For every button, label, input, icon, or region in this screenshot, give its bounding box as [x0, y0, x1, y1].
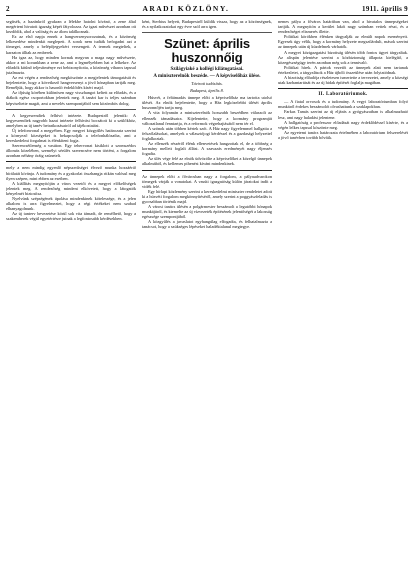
paragraph: Húsvét, a feltámadás ünnepe előtt a képviselőház ma tartotta utolsó ülését. Az elnök bejelentette, hogy a Ház legközelebbi ülését április huszonnőjén tartja meg. [142, 95, 272, 111]
paragraph: Ez az első napja ennek a hangversenysorozatnak, és a közönség lelkesedése mindenkit meglepett. A sorok nem tudták befogadni azt a tömeget, amely a belépőjegyekért versengett. A termek megteltek, a karzaton álltak az emberek. [6, 34, 136, 55]
news-note: Új telefonvonal a megyében. Egy megyei közgyűlés határozata szerint a környező községeket is bekapcsolják a telefonhálózatba, ami a kereskedelmi forgalmat is élénkíteni fogja. [6, 127, 136, 144]
paragraph: Az egyetemi tanács határozata értelmében a laboratórium felszerelését a jövő tanévben tovább bővítik. [278, 129, 408, 140]
article-source: Távirati tudósítás. [191, 81, 223, 87]
news-note: Szerencsétlenség a vasúton. Egy tehervonat kisiklott a szomszédos állomás közelében, személyi sérülés szerencsére nem történt, a forgalom azonban néhány óráig szünetelt. [6, 143, 136, 159]
paragraph: Ha igaz az, hogy minden kornak megvan a maga nagy művészete, akkor a mi korunkban a zene az, ami a legmélyebben hat a lelkekre. Az előadók kitűnő teljesítménye ezt bebizonyította, a közönség viharos tapssal jutalmazta. [6, 54, 136, 75]
paragraph: A hallgatóság a professzor előadását nagy érdeklődéssel kísérte, és a végén lelkes tapssal köszönte meg. [278, 119, 408, 130]
paragraph: A kiállítás megnyitóján a város vezetői és a megyei előkelőségek jelentek meg. A rendezőség mindent elkövetett, hogy a látogatók kényelmét biztosítsa. [6, 180, 136, 196]
column-1 [6, 19, 136, 557]
paragraph: Az est végén a rendezőség megköszönte a megjelentek támogatását és bejelentette, hogy a következő hangversenyt a jövő hónapban tartják meg. Reméljük, hogy akkor is hasonló érdeklődés kíséri majd. [6, 75, 136, 91]
paragraph: A városi tanács ülésén a polgármester beszámolt a legutóbbi hónapok munkájáról, és kiemelte az új vízvezeték építésének jelentőségét a lakosság egészsége szempontjából. [142, 204, 272, 220]
paragraph: Az ellenzék részéről élénk ellenvetések hangzottak el, de a többség a kormány mellett foglalt állást. A szavazás eredményét nagy éljenzés fogadta. [142, 141, 272, 157]
section-divider [6, 161, 136, 162]
paragraph: segítsék, a hazánkról gyakran a lélekbe hatolni kívánó, a zene által megérteni hivatott igazság képét fátyolozza. Az igazi művészet azonban ott kezdődik, ahol a valóság és az álom találkoznak. [6, 19, 136, 35]
paragraph: A megyei közigazgatási bizottság ülésén több fontos ügyet tárgyaltak. Az alispán jelentése szerint a közbiztonság állapota kielégítő, a közegészségügy terén azonban még sok a tennivaló. [278, 49, 408, 65]
divider [6, 109, 136, 110]
divider [142, 32, 272, 33]
paragraph: Politikai hírek. A pártok vezetői az ünnepek alatt nem tartanak értekezletet, a tárgyalások a Ház újbóli összeülése után folytatódnak. [278, 64, 408, 75]
paragraph: A vita folyamán a miniszterelnök hosszabb beszédben válaszolt az ellenzék támadásaira. Kijelentette, hogy a kormány programját változatlanul fenntartja, és a reformok végrehajtásától nem tér el. [142, 110, 272, 126]
paragraph: — A fiatal orvosok és a tudomány. A vegyi laboratóriumban folyó munkáról érdekes beszámolót olvashattunk a szaklapokban. [278, 99, 408, 110]
section-title: II. Laboratóriumok. [318, 92, 368, 98]
column-2 [142, 19, 272, 557]
article-dateline: Budapest, április 8. [190, 88, 224, 94]
paragraph: Az új tanterv bevezetése körül sok vita támadt, de remélhető, hogy a szakemberek végül egyetértésre jutnak a legfontosabb kérdésekben. [6, 211, 136, 222]
article-subhead: A miniszterelnök beszéde. — A képviselőház ülése. [153, 74, 261, 80]
section-divider [142, 170, 272, 171]
article-subhead: Szilágyiaké a kollégi kilátogatásai. [170, 67, 244, 73]
paragraph: Az ülés vége felé az elnök üdvözölte a képviselőket a közelgő ünnepek alkalmából, és kellemes pihenést kívánt mindenkinek. [142, 156, 272, 167]
paragraph: A szónok után többen kértek szót. A Ház nagy figyelemmel hallgatta a felszólalásokat, amelyek a választójogi kérdéssel és a gazdasági helyzettel foglalkoztak. [142, 125, 272, 141]
paragraph: Az ünnepek előtt a fővárosban nagy a forgalom, a pályaudvarokon tömegek várják a vonatokat. A vasúti igazgatóság külön járatokat indít a vidék felé. [142, 173, 272, 189]
section-divider [278, 88, 408, 89]
paragraph: Egy hírlapi közlemény szerint a kereskedelmi miniszter rendeletet adott ki a húsvéti forgalom megkönnyítéséről, amely szerint a poggyászfeladás is gyorsabban történik majd. [142, 188, 272, 204]
paragraph: Nyelvünk szépségének ápolása mindenkinek kötelessége, és a jelen alkalom is arra figyelmeztet, hogy a régi értékeket nem szabad elhanyagolnunk. [6, 196, 136, 212]
issue-date: 1911. április 9 [362, 5, 408, 13]
page-number: 2 [6, 5, 10, 13]
paragraph: ként, Sterbius helyett, Budapestről küldik vissza, hogy az a közönségnek, és a nyilatkozatokat egy évre szól arra igen. [142, 19, 272, 30]
paragraph: nemes pálya a főváros határában van, ahol a hivatalos ünnepségeket tartják. A megnyitón a kerület lakói nagy számban vettek részt, és a rendezőséget elismerés illette. [278, 19, 408, 35]
paragraph: Politikai körökben élénken tárgyalják az elmúlt napok eseményeit. Egyesek úgy vélik, hogy a kormány helyzete megszilárdult, mások szerint az ünnepek után új küzdelmek várhatók. [278, 34, 408, 50]
paragraph: A bizottság előadója részletesen ismertette a tervezetet, amely a községi utak karbantartását és az új hidak építését foglalja magában. [278, 75, 408, 86]
paragraph: Farkas Tamás szerint az új eljárás a gyógyászatban is alkalmazható lesz, ami nagy haladást jelentene. [278, 109, 408, 120]
paragraph: Az ifjúság körében különösen nagy visszhangot keltett az előadás, és a diákok egész csoportokban jelentek meg. A tanári kar is teljes számban képviseltette magát, ami a nevelés szempontjából sem közömbös dolog. [6, 90, 136, 106]
paragraph: A közgyűlés a javaslatot egyhangúlag elfogadta, és felhatalmazta a tanácsot, hogy a szükséges lépéseket haladéktalanul megtegye. [142, 219, 272, 230]
paper-title: ARADI KÖZLÖNY. [142, 4, 230, 13]
news-note: A kegyesrendiek felhívó intézete. Budapestről jelentik: A kegyesrendiek nagyobb hazai intézete felhívást bocsátott ki a szülőkhöz, amelyben az új tanév beiratkozásairól ad tájékoztatást. [6, 112, 136, 128]
article-headline: Szünet: április huszonnőig [164, 36, 250, 66]
paragraph: mely a nem mindig egyenlő népszerűséget élvező munka hozzáértő bírálatát kívánja. A tudomány és a gyakorlat összhangja ritkán valósul meg ilyen szépen, mint ebben az esetben. [6, 165, 136, 181]
column-3 [278, 19, 408, 557]
masthead [6, 4, 408, 16]
